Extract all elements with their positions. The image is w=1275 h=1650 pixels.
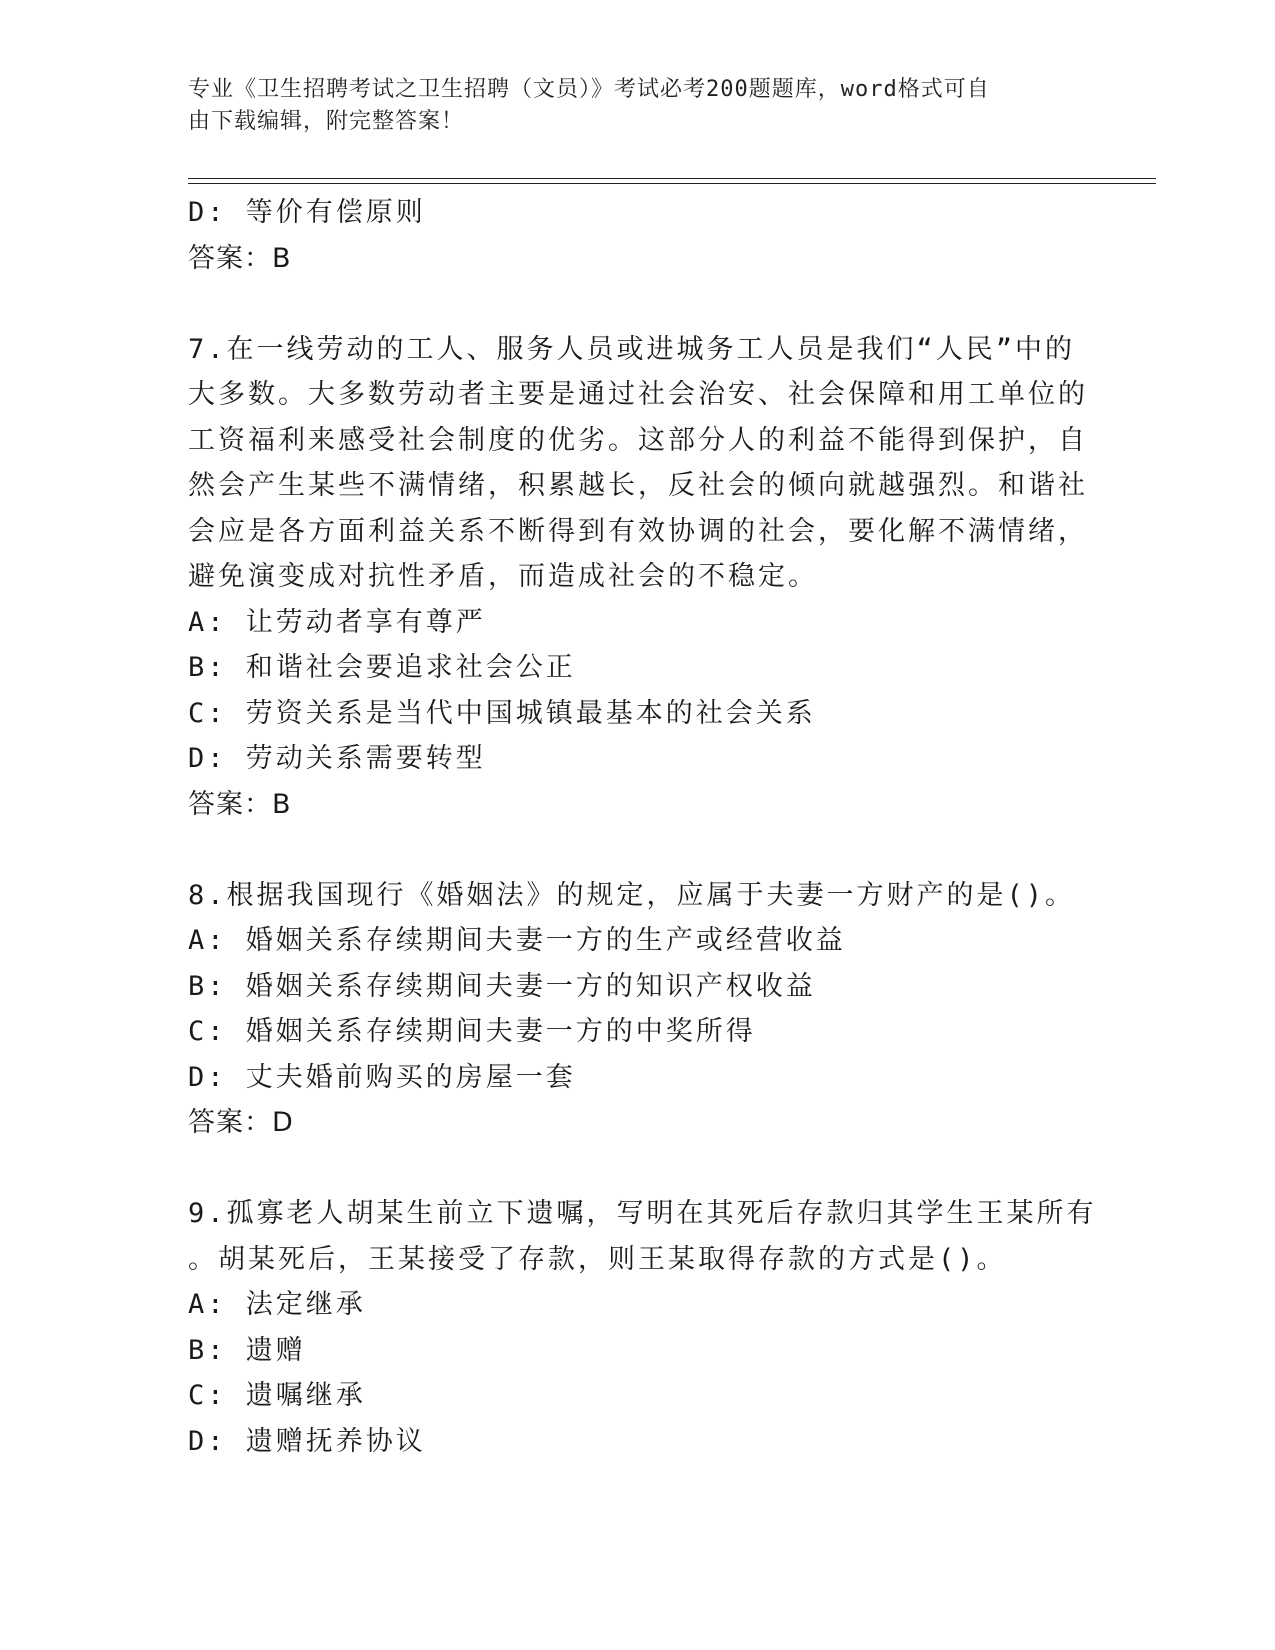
spacer (188, 1146, 1068, 1192)
answer-line: 答案：B (188, 788, 292, 820)
header-divider-bottom (188, 183, 1156, 184)
question-line: 大多数。大多数劳动者主要是通过社会治安、社会保障和用工单位的 (188, 379, 1088, 410)
header-line-2: 由下载编辑，附完整答案！ (188, 109, 465, 134)
question-line: 避免演变成对抗性矛盾，而造成社会的不稳定。 (188, 561, 818, 592)
header-divider-top (188, 178, 1156, 179)
question-7-text (188, 327, 1088, 600)
header-line-1: 专业《卫生招聘考试之卫生招聘（文员）》考试必考200题题库，word格式可自 (188, 77, 990, 102)
option-a: A: 让劳动者享有尊严 (188, 606, 486, 638)
option-b: B: 遗赠 (188, 1334, 306, 1366)
answer-line: 答案：B (188, 242, 292, 274)
spacer (188, 827, 1068, 873)
page-header (188, 74, 1068, 138)
option-b: B: 婚姻关系存续期间夫妻一方的知识产权收益 (188, 970, 816, 1002)
option-a: A: 婚姻关系存续期间夫妻一方的生产或经营收益 (188, 925, 846, 956)
document-body (188, 190, 1097, 1464)
question-8-text (188, 873, 1076, 919)
question-line: 8.根据我国现行《婚姻法》的规定，应属于夫妻一方财产的是()。 (188, 879, 1076, 911)
option-c: C: 婚姻关系存续期间夫妻一方的中奖所得 (188, 1016, 756, 1047)
question-line: 工资福利来感受社会制度的优劣。这部分人的利益不能得到保护，自 (188, 424, 1088, 456)
question-9-text (188, 1191, 1097, 1282)
option-c: C: 遗嘱继承 (188, 1380, 366, 1411)
answer-line: 答案：D (188, 1107, 294, 1138)
option-b: B: 和谐社会要追求社会公正 (188, 652, 576, 683)
question-line: 9.孤寡老人胡某生前立下遗嘱，写明在其死后存款归其学生王某所有 (188, 1198, 1097, 1229)
question-line: 。胡某死后，王某接受了存款，则王某取得存款的方式是()。 (188, 1243, 1007, 1275)
option-a: A: 法定继承 (188, 1289, 366, 1320)
option-d: D: 遗赠抚养协议 (188, 1425, 426, 1457)
spacer (188, 281, 1068, 327)
question-line: 会应是各方面利益关系不断得到有效协调的社会，要化解不满情绪， (188, 515, 1088, 547)
option-d: D: 丈夫婚前购买的房屋一套 (188, 1061, 576, 1093)
question-line: 7.在一线劳动的工人、服务人员或进城务工人员是我们“人民”中的 (188, 333, 1076, 365)
question-line: 然会产生某些不满情绪，积累越长，反社会的倾向就越强烈。和谐社 (188, 470, 1088, 501)
option-d: D: 等价有偿原则 (188, 197, 426, 228)
option-c: C: 劳资关系是当代中国城镇最基本的社会关系 (188, 697, 816, 729)
option-d: D: 劳动关系需要转型 (188, 743, 486, 774)
